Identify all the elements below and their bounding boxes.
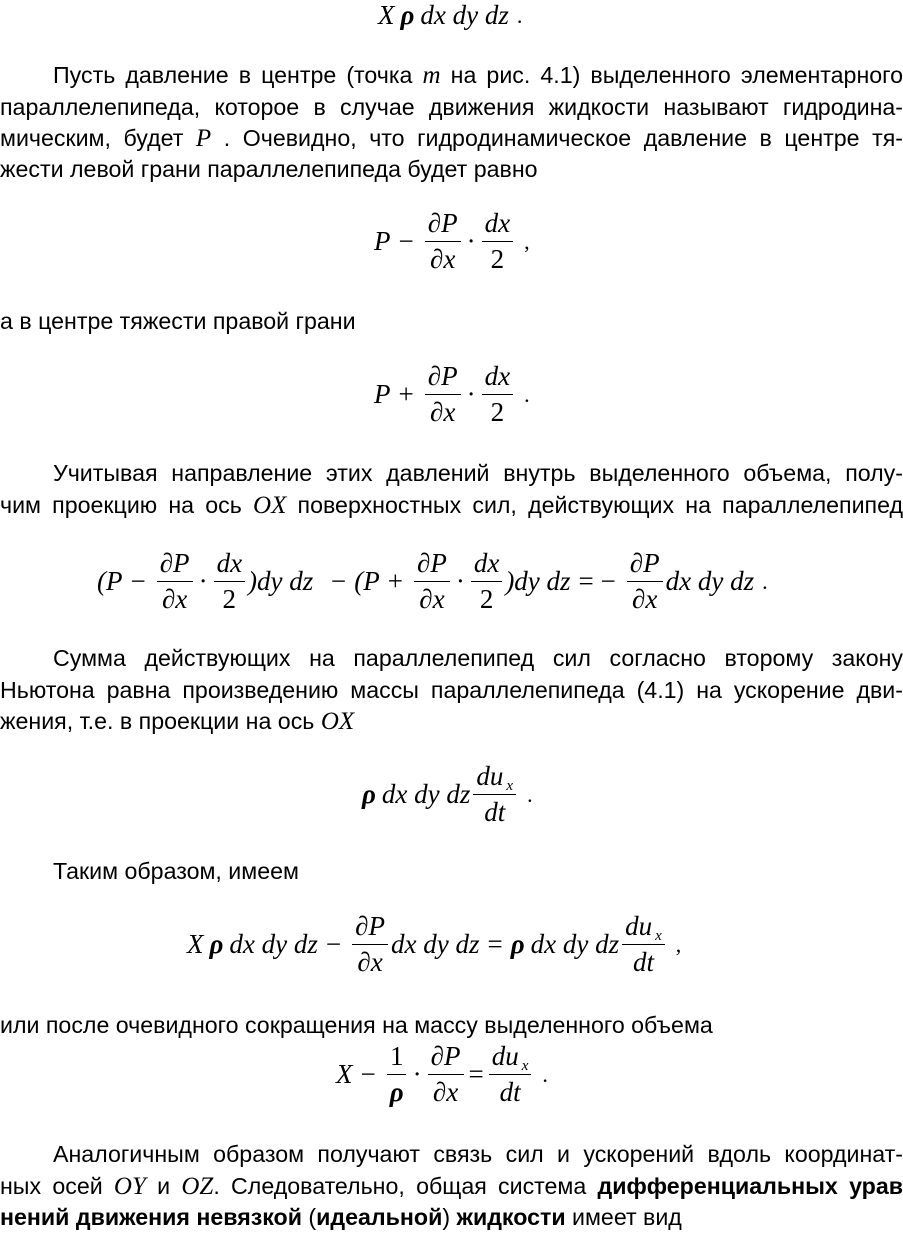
formula-text: dx dy dz: [665, 566, 755, 596]
formula-symbol: ρ: [400, 0, 415, 30]
pressure-symbol: P: [195, 125, 212, 152]
fraction: $\frac{\partial P}{\partial x}$: [627, 550, 663, 613]
paragraph-line: мическим, будет P . Очевидно, что гидродинамическое давление в центре тя-: [0, 125, 903, 152]
fraction: $\frac{dx}{2}$: [214, 550, 245, 613]
formula-text: dx dy dz: [229, 929, 318, 959]
formula-symbol: ρ: [362, 779, 376, 809]
formula-top: [378, 2, 522, 29]
formula-text: dx dy dz: [390, 929, 480, 959]
formula-punct: .: [542, 1061, 548, 1087]
fraction: $\frac{\text{du x}}{dt}$: [473, 763, 516, 826]
paragraph-line: жести левой грани параллелепипеда будет равно: [0, 156, 538, 182]
term-bold: жидкости: [456, 1204, 566, 1230]
formula-surface-forces: (P − $\frac{\partial P}{\partial x}$ · $\frac{dx}{2}$ )dy dz − (P + $\frac{\partial P}{\partial x}$ · $\frac{dx}{2}$ )dy dz = − $\frac{\partial P}{\partial x}$ dx dy dz .: [97, 548, 768, 614]
axis-label: OY: [113, 1173, 146, 1200]
fraction: $\frac{\partial P}{\partial x}$: [352, 913, 388, 976]
paragraph-line: Аналогичным образом получают связь сил и ускорений вдоль координат-: [53, 1141, 903, 1167]
term-bold: дифференциальных урав: [597, 1173, 903, 1199]
formula-left-face: P − $\frac{\partial P}{\partial x}$ · $\frac{dx}{2}$ ,: [374, 208, 530, 274]
axis-label: OX: [320, 708, 355, 735]
paragraph-line: Учитывая направление этих давлений внутрь выделенного объема, полу-: [53, 460, 903, 486]
fraction: $\frac{\partial P}{\partial x}$: [157, 550, 193, 613]
fraction: $\frac{\partial P}{\partial x}$: [414, 550, 450, 613]
fraction: $\frac{\text{du x}}{dt}$: [622, 913, 665, 976]
formula-symbol: X: [336, 1059, 353, 1089]
formula-symbol: ρ: [209, 929, 224, 959]
formula-right-face: P + $\frac{\partial P}{\partial x}$ · $\frac{dx}{2}$ .: [374, 361, 530, 427]
term-bold: нений движения невязкой: [0, 1204, 302, 1230]
formula-symbol: X: [187, 929, 204, 959]
formula-text: )dy dz: [248, 566, 314, 596]
formula-text: (P: [97, 566, 123, 596]
paragraph-line: Ньютона равна произведению массы параллелепипеда (4.1) на ускорение дви-: [0, 677, 903, 703]
paragraph-line: а в центре тяжести правой грани: [0, 308, 356, 334]
formula-op: +: [398, 379, 414, 409]
paragraph-line: Пусть давление в центре (точка m на рис. 4.1) выделенного элементарного: [53, 62, 903, 89]
fraction: $\frac{\partial P}{\partial x}$: [425, 363, 461, 426]
formula-symbol: ρ: [510, 929, 525, 959]
formula-op: =: [487, 929, 503, 959]
fraction: $\frac{\partial P}{\partial x}$: [428, 1043, 464, 1106]
formula-symbol: X: [378, 0, 395, 30]
formula-text: dx dy dz: [530, 929, 620, 959]
formula-text: dx dy dz: [381, 779, 471, 809]
formula-punct: ,: [675, 931, 682, 957]
axis-label: OX: [253, 492, 287, 519]
paragraph-line: нений движения невязкой (идеальной) жидкости имеет вид: [0, 1204, 682, 1230]
fraction: $\frac{\text{du x}}{dt}$: [489, 1043, 532, 1106]
axis-label: OZ: [181, 1173, 214, 1200]
formula-symbol: P: [374, 379, 391, 409]
formula-punct: .: [516, 2, 523, 28]
formula-equation-motion: [187, 913, 681, 976]
formula-text: dx dy dz: [420, 0, 509, 30]
formula-op: =: [468, 1059, 484, 1089]
paragraph-line: параллелепипеда, которое в случае движения жидкости называют гидродина-: [0, 94, 903, 120]
fraction: $\frac{dx}{2}$: [482, 363, 513, 426]
paragraph-line: или после очевидного сокращения на массу выделенного объема: [0, 1012, 713, 1038]
term-bold: идеальной: [316, 1204, 443, 1230]
formula-op: = −: [578, 566, 616, 596]
formula-punct: .: [527, 781, 533, 807]
paragraph-line: Сумма действующих на параллелепипед сил согласно второму закону: [53, 645, 903, 671]
fraction: $\frac{1}{\rho}$: [387, 1043, 407, 1106]
formula-symbol: P: [374, 226, 391, 256]
formula-punct: .: [762, 568, 768, 594]
formula-op: +: [387, 566, 403, 596]
formula-reduced: X − $\frac{1}{\rho}$ · $\frac{\partial P}{\partial x}$ = $\frac{\text{du x}}{dt}$ .: [336, 1041, 548, 1107]
fraction: $\frac{\partial P}{\partial x}$: [425, 210, 461, 273]
formula-text: )dy dz: [505, 566, 571, 596]
formula-op: −: [130, 566, 146, 596]
paragraph-line: ных осей OY и OZ. Следовательно, общая система дифференциальных урав: [0, 1173, 903, 1200]
formula-punct: ,: [524, 228, 530, 254]
formula-inertia: [362, 763, 533, 826]
formula-punct: .: [524, 381, 530, 407]
formula-op: −: [325, 929, 342, 959]
point-symbol: m: [422, 62, 441, 89]
paragraph-line: Таким образом, имеем: [53, 858, 299, 884]
fraction: $\frac{dx}{2}$: [471, 550, 502, 613]
formula-op: −: [398, 226, 414, 256]
fraction: $\frac{dx}{2}$: [482, 210, 513, 273]
formula-text: − (P: [329, 566, 380, 596]
paragraph-line: чим проекцию на ось OX поверхностных сил, действующих на параллелепипед: [0, 492, 903, 519]
formula-op: −: [360, 1059, 376, 1089]
paragraph-line: жения, т.е. в проекции на ось OX: [0, 708, 355, 735]
